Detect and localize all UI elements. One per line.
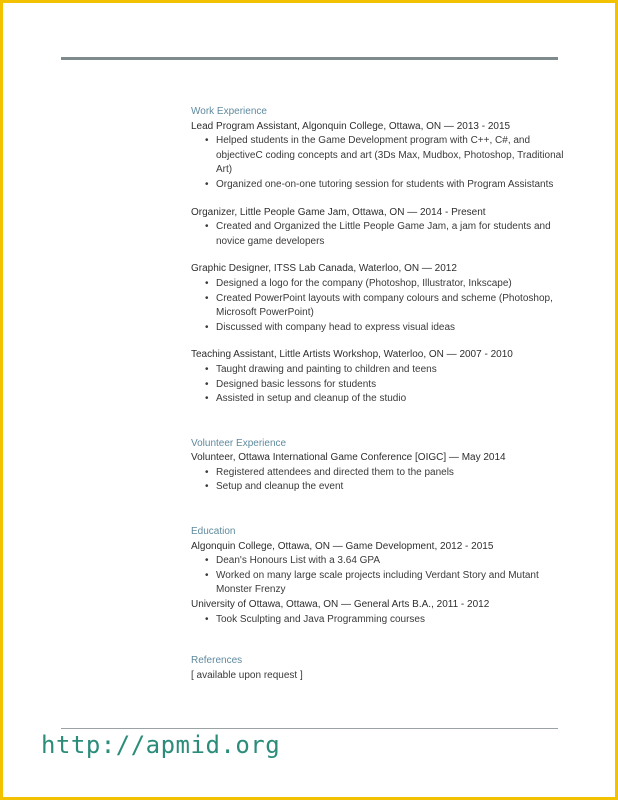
- bullet-item: • Organized one-on-one tutoring session for students with Program Assistants: [191, 178, 571, 193]
- bullet-icon: •: [205, 321, 209, 333]
- bullet-icon: •: [205, 221, 209, 233]
- bullet-icon: •: [205, 555, 209, 567]
- bullet-item: • Created PowerPoint layouts with company colours and scheme (Photoshop, Microsoft PowerPoint): [205, 292, 553, 319]
- entry-heading: Volunteer, Ottawa International Game Conference [OIGC] — May 2014: [191, 452, 506, 464]
- bullet-icon: •: [205, 178, 209, 190]
- bullet-item: • Helped students in the Game Development program with C++, C#, and objectiveC coding concepts and art (3Ds Max, Mudbox, Photoshop, Traditional Art): [205, 135, 564, 176]
- bullet-icon: •: [205, 277, 209, 289]
- bullet-icon: •: [205, 135, 209, 147]
- bullet-list: [191, 277, 571, 335]
- entry-heading: Teaching Assistant, Little Artists Workshop, Waterloo, ON — 2007 - 2010: [191, 349, 513, 361]
- work-entry: [191, 262, 571, 335]
- bullet-item: • Created and Organized the Little People Game Jam, a jam for students and novice game developers: [205, 221, 551, 247]
- bullet-icon: •: [205, 363, 209, 375]
- volunteer-experience-title: Volunteer Experience: [191, 437, 287, 449]
- bullet-list: [191, 554, 571, 598]
- bullet-icon: •: [205, 292, 209, 304]
- bullet-item: • Assisted in setup and cleanup of the studio: [191, 392, 571, 407]
- bullet-list: [191, 363, 571, 407]
- bullet-icon: •: [205, 481, 209, 493]
- entry-heading: Organizer, Little People Game Jam, Ottawa, ON — 2014 - Present: [191, 206, 486, 218]
- bullet-item: • Designed a logo for the company (Photoshop, Illustrator, Inkscape): [191, 277, 571, 292]
- top-divider: [61, 57, 558, 60]
- bullet-item: • Dean's Honours List with a 3.64 GPA: [191, 554, 571, 569]
- bullet-item: • Worked on many large scale projects including Verdant Story and Mutant Monster Frenzy: [205, 569, 539, 596]
- work-entry: [191, 120, 571, 193]
- entry-heading: Lead Program Assistant, Algonquin College, Ottawa, ON — 2013 - 2015: [191, 120, 511, 132]
- work-experience-section: [191, 105, 571, 407]
- resume-page: [3, 3, 615, 797]
- bullet-item: • Designed basic lessons for students: [191, 378, 571, 393]
- watermark-url: http://apmid.org: [41, 731, 281, 759]
- entry-heading: University of Ottawa, Ottawa, ON — General Arts B.A., 2011 - 2012: [191, 599, 490, 611]
- bullet-icon: •: [205, 378, 209, 390]
- education-title: Education: [191, 526, 236, 538]
- bullet-list: [191, 613, 571, 628]
- bottom-divider: [61, 728, 558, 729]
- bullet-item: • Setup and cleanup the event: [191, 480, 571, 495]
- bullet-list: [191, 134, 571, 192]
- bullet-icon: •: [205, 569, 209, 581]
- references-section: [191, 654, 571, 683]
- entry-heading: Algonquin College, Ottawa, ON — Game Development, 2012 - 2015: [191, 540, 494, 552]
- bullet-icon: •: [205, 466, 209, 478]
- volunteer-entry: [191, 451, 571, 495]
- resume-content: [191, 105, 571, 683]
- bullet-item: • Took Sculpting and Java Programming courses: [191, 613, 571, 628]
- bullet-icon: •: [205, 613, 209, 625]
- entry-heading: Graphic Designer, ITSS Lab Canada, Waterloo, ON — 2012: [191, 263, 457, 275]
- bullet-list: [191, 466, 571, 495]
- work-entry: [191, 206, 571, 250]
- work-experience-title: Work Experience: [191, 106, 267, 117]
- volunteer-experience-section: [191, 437, 571, 495]
- education-entry: [191, 598, 571, 627]
- education-section: [191, 525, 571, 627]
- bullet-item: • Registered attendees and directed them to the panels: [191, 466, 571, 481]
- bullet-item: • Taught drawing and painting to children and teens: [191, 363, 571, 378]
- bullet-item: • Discussed with company head to express visual ideas: [191, 321, 571, 336]
- bullet-list: [191, 220, 571, 249]
- education-entry: [191, 540, 571, 598]
- bullet-icon: •: [205, 393, 209, 405]
- references-title: References: [191, 655, 243, 667]
- work-entry: [191, 348, 571, 406]
- references-text: [ available upon request ]: [191, 669, 303, 681]
